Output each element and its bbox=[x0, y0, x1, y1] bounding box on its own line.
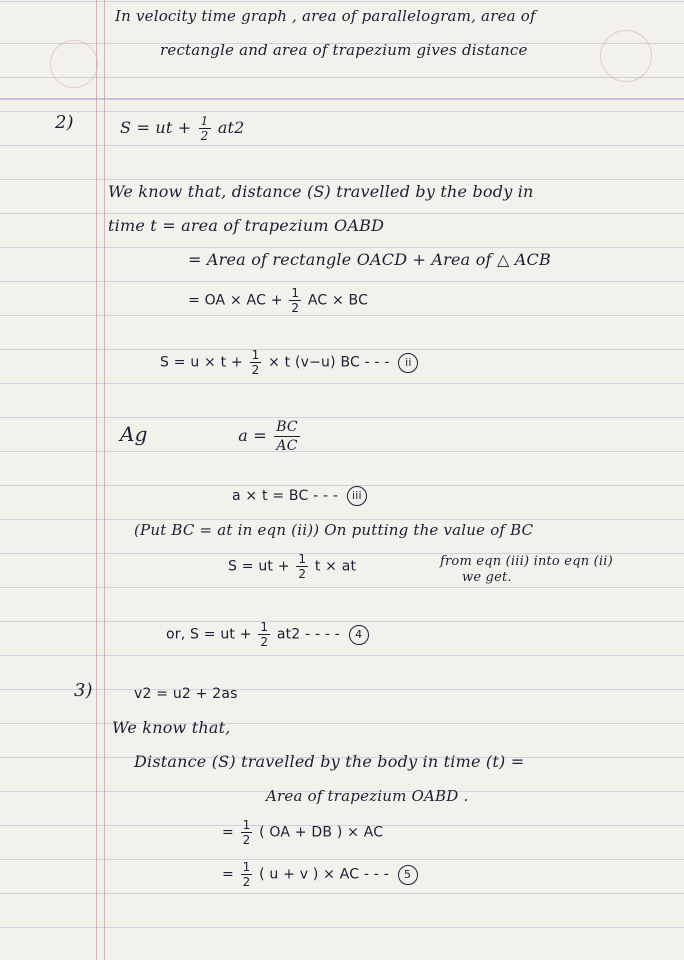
equation-line bbox=[160, 348, 418, 377]
derivation-line: = Area of rectangle OACD + Area of △ ACB bbox=[188, 250, 551, 269]
margin-line bbox=[96, 0, 97, 960]
equation-tag: 4 bbox=[349, 625, 369, 645]
expr-part: × t (v−u) BC - - - bbox=[268, 354, 390, 371]
fraction-numerator: 1 bbox=[200, 114, 209, 128]
expr-part: t × at bbox=[314, 558, 357, 575]
equation-lhs: S = ut + bbox=[120, 118, 192, 137]
equation-second bbox=[120, 114, 245, 143]
fraction-denominator: 2 bbox=[200, 129, 209, 143]
fraction-denominator: 2 bbox=[291, 301, 300, 315]
derivation-line: time t = area of trapezium OABD bbox=[108, 216, 385, 235]
expr-part: or, S = ut + bbox=[166, 626, 252, 643]
side-note: we get. bbox=[462, 570, 512, 585]
expr-part: S = u × t + bbox=[160, 354, 243, 371]
derivation-line: (Put BC = at in eqn (ii)) On putting the value of BC bbox=[134, 521, 534, 539]
fraction bbox=[258, 620, 270, 649]
fraction bbox=[296, 552, 308, 581]
equation-line bbox=[232, 486, 367, 506]
expr-part: = OA × AC + bbox=[188, 292, 283, 309]
fraction-numerator: 1 bbox=[260, 620, 269, 634]
derivation-line: We know that, distance (S) travelled by the body in bbox=[108, 182, 534, 201]
equation-line bbox=[228, 552, 356, 581]
section-number-3: 3) bbox=[74, 680, 93, 701]
equation-line bbox=[120, 418, 302, 455]
fraction bbox=[199, 114, 211, 143]
derivation-line: Distance (S) travelled by the body in time (t) = bbox=[134, 752, 525, 771]
fraction-numerator: 1 bbox=[242, 860, 251, 874]
expr-part: S = ut + bbox=[228, 558, 290, 575]
fraction-denominator: AC bbox=[276, 438, 298, 454]
section-number-2: 2) bbox=[55, 112, 74, 133]
fraction-denominator: 2 bbox=[242, 833, 251, 847]
fraction bbox=[250, 348, 262, 377]
fraction-numerator: 1 bbox=[291, 286, 300, 300]
expr-part: Ag bbox=[120, 422, 148, 446]
fraction-numerator: 1 bbox=[251, 348, 260, 362]
header-rule bbox=[0, 98, 684, 100]
equation-line: = $\frac{1}{2}$ ( u + v ) × AC - - - 5 bbox=[222, 860, 418, 889]
equation-tag: iii bbox=[347, 486, 367, 506]
expr-part: ( OA + DB ) × AC bbox=[259, 824, 384, 841]
equation-third: v2 = u2 + 2as bbox=[134, 686, 238, 702]
fraction-numerator: 1 bbox=[242, 818, 251, 832]
side-note: from eqn (iii) into eqn (ii) bbox=[440, 554, 613, 569]
fraction bbox=[289, 286, 301, 315]
fraction bbox=[241, 860, 253, 889]
derivation-line: Area of trapezium OABD . bbox=[266, 787, 469, 805]
fraction bbox=[274, 418, 300, 455]
expr-part: at2 - - - - bbox=[276, 626, 341, 643]
equation-line: = $\frac{1}{2}$ ( OA + DB ) × AC bbox=[222, 818, 384, 847]
intro-line-1: In velocity time graph , area of parallelogram, area of bbox=[115, 7, 536, 25]
fraction-denominator: 2 bbox=[242, 875, 251, 889]
derivation-line: We know that, bbox=[112, 718, 231, 737]
equation-tag: 5 bbox=[398, 865, 418, 885]
fraction-numerator: 1 bbox=[298, 552, 307, 566]
fraction-denominator: 2 bbox=[298, 567, 307, 581]
expr-part: a × t = BC - - - bbox=[232, 488, 339, 504]
equation-tag: ii bbox=[398, 353, 418, 373]
watermark-circle bbox=[50, 40, 98, 88]
expr-part: AC × BC bbox=[307, 292, 369, 309]
equation-line bbox=[166, 620, 369, 649]
equation-rhs: at2 bbox=[217, 118, 245, 137]
fraction-numerator: BC bbox=[276, 419, 298, 435]
expr-part: ( u + v ) × AC - - - bbox=[259, 866, 389, 883]
intro-line-2: rectangle and area of trapezium gives distance bbox=[160, 41, 528, 59]
derivation-line bbox=[188, 286, 368, 315]
watermark-circle bbox=[600, 30, 652, 82]
margin-line bbox=[104, 0, 105, 960]
fraction bbox=[241, 818, 253, 847]
fraction-denominator: 2 bbox=[260, 635, 269, 649]
fraction-denominator: 2 bbox=[251, 363, 260, 377]
expr-part: a = bbox=[238, 426, 267, 445]
